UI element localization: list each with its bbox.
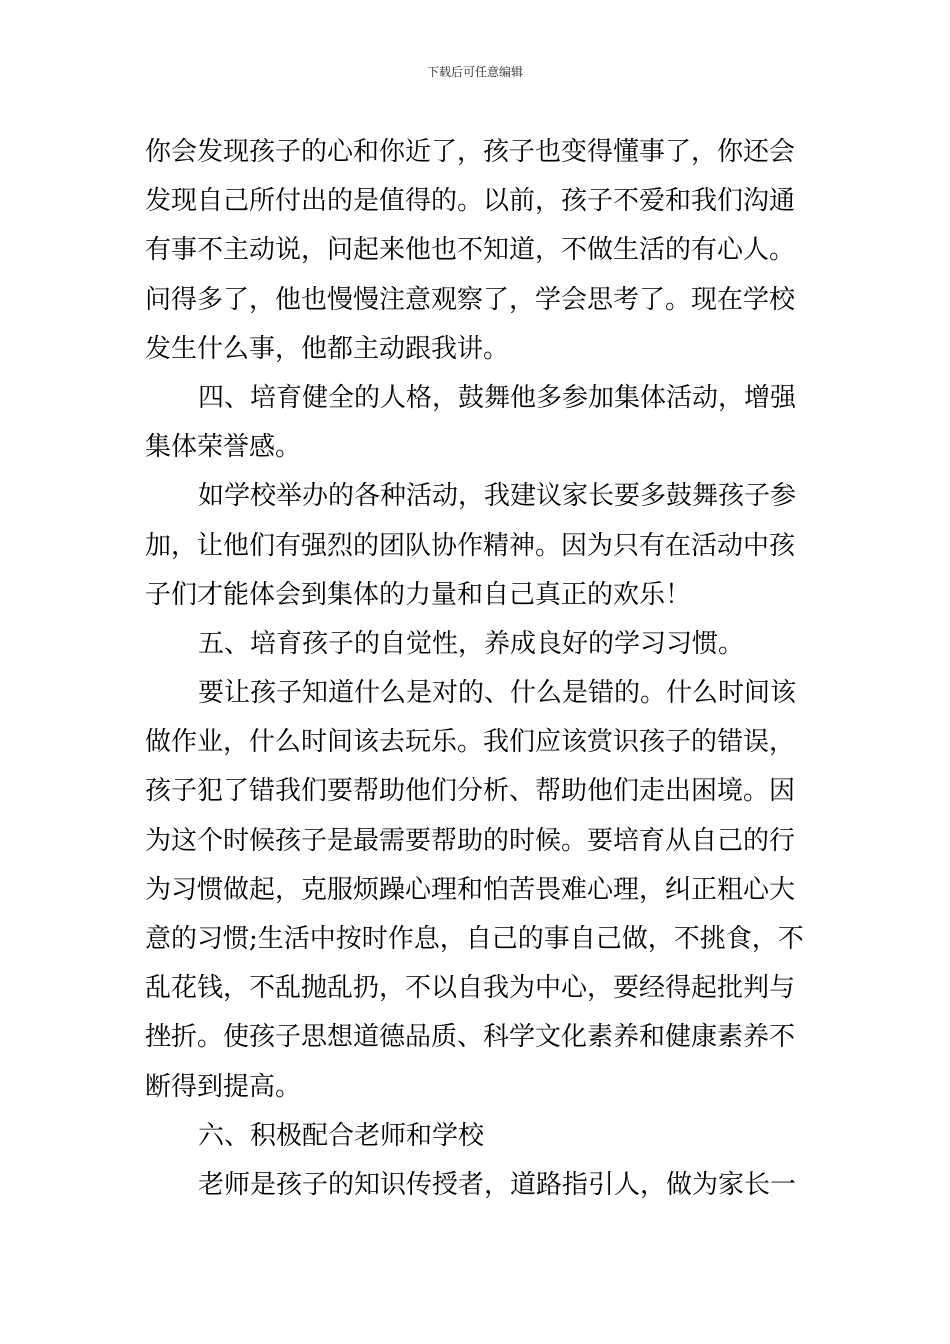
text-line: 你会发现孩子的心和你近了，孩子也变得懂事了，你还会 — [145, 137, 796, 167]
text-line: 六、积极配合老师和学校 — [198, 1120, 485, 1151]
text-line: 挫折。使孩子思想道德品质、科学文化素养和健康素养不 — [145, 1022, 796, 1053]
text-line: 如学校举办的各种活动，我建议家长要多鼓舞孩子参 — [198, 481, 797, 512]
text-line: 孩子犯了错我们要帮助他们分析、帮助他们走出困境。因 — [145, 776, 796, 807]
text-line: 有事不主动说，问起来他也不知道，不做生活的有心人。 — [145, 235, 796, 266]
page-header: 下载后可任意编辑 — [426, 65, 523, 79]
text-line: 问得多了，他也慢慢注意观察了，学会思考了。现在学校 — [145, 284, 796, 315]
text-line: 集体荣誉感。 — [145, 432, 302, 463]
text-line: 加，让他们有强烈的团队协作精神。因为只有在活动中孩 — [145, 530, 796, 561]
text-line: 发生什么事，他都主动跟我讲。 — [145, 333, 510, 364]
text-line: 乱花钱，不乱抛乱扔，不以自我为中心，要经得起批判与 — [145, 973, 796, 1004]
text-line: 老师是孩子的知识传授者，道路指引人，做为家长一 — [198, 1169, 797, 1200]
text-line: 断得到提高。 — [145, 1071, 302, 1102]
text-line: 四、培育健全的人格，鼓舞他多参加集体活动，增强 — [198, 382, 797, 413]
text-line: 子们才能体会到集体的力量和自己真正的欢乐！ — [145, 579, 692, 610]
text-line: 为习惯做起，克服烦躁心理和怕苦畏难心理，纠正粗心大 — [145, 874, 796, 905]
document-body — [145, 128, 810, 1210]
text-line: 要让孩子知道什么是对的、什么是错的。什么时间该 — [198, 678, 797, 709]
text-line: 发现自己所付出的是值得的。以前，孩子不爱和我们沟通 — [145, 186, 796, 217]
text-line: 意的习惯;生活中按时作息，自己的事自己做，不挑食，不 — [145, 924, 804, 954]
text-line: 为这个时候孩子是最需要帮助的时候。要培育从自己的行 — [145, 825, 796, 856]
text-line: 做作业，什么时间该去玩乐。我们应该赏识孩子的错误， — [145, 727, 796, 758]
text-line: 五、培育孩子的自觉性，养成良好的学习习惯。 — [198, 628, 745, 659]
